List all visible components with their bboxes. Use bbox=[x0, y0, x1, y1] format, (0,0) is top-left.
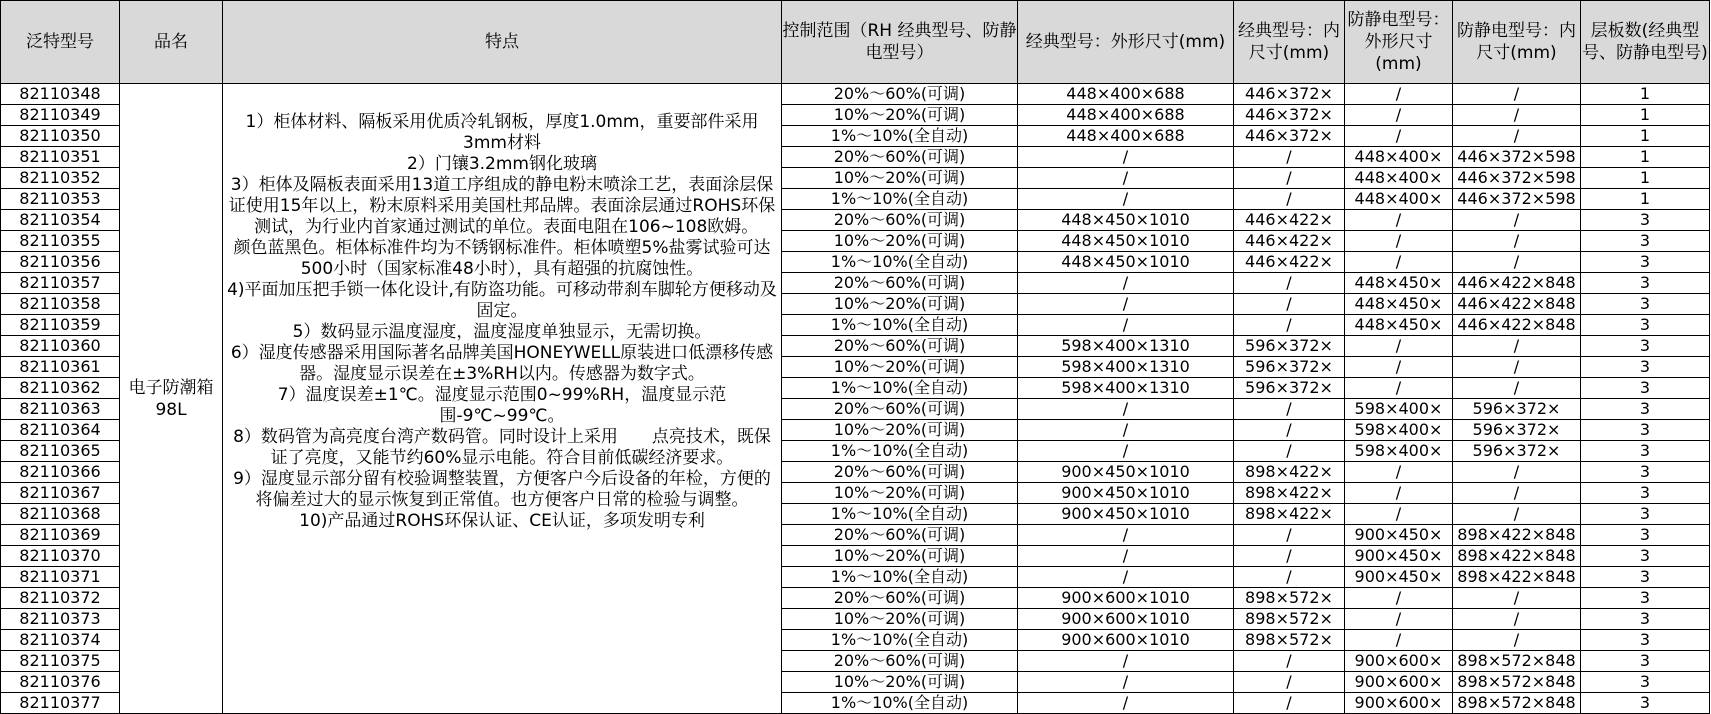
classic-outer-size-cell: 448×400×688 bbox=[1018, 84, 1234, 105]
feature-item: 7）温度误差±1℃。湿度显示范围0~99%RH，温度显示范围-9℃~99℃。 bbox=[277, 385, 727, 426]
classic-outer-size-cell: 448×400×688 bbox=[1018, 105, 1234, 126]
esd-inner-size-cell: 898×572×848 bbox=[1453, 672, 1581, 693]
header-features: 特点 bbox=[223, 1, 782, 84]
shelf-count-cell: 3 bbox=[1581, 504, 1710, 525]
model-cell: 82110352 bbox=[1, 168, 120, 189]
esd-outer-size-cell: 448×400× bbox=[1345, 147, 1453, 168]
esd-inner-size-cell: 596×372× bbox=[1453, 399, 1581, 420]
control-range-cell: 20%～60%(可调) bbox=[782, 273, 1018, 294]
classic-inner-size-cell: / bbox=[1234, 189, 1345, 210]
control-range-cell: 1%～10%(全自动) bbox=[782, 315, 1018, 336]
esd-inner-size-cell: / bbox=[1453, 483, 1581, 504]
control-range-cell: 20%～60%(可调) bbox=[782, 84, 1018, 105]
control-range-cell: 20%～60%(可调) bbox=[782, 588, 1018, 609]
model-cell: 82110374 bbox=[1, 630, 120, 651]
table-row bbox=[1, 84, 1710, 105]
control-range-cell: 20%～60%(可调) bbox=[782, 147, 1018, 168]
esd-outer-size-cell: 598×400× bbox=[1345, 441, 1453, 462]
esd-outer-size-cell: / bbox=[1345, 336, 1453, 357]
classic-inner-size-cell: / bbox=[1234, 546, 1345, 567]
classic-inner-size-cell: 446×372× bbox=[1234, 126, 1345, 147]
esd-inner-size-cell: 898×422×848 bbox=[1453, 567, 1581, 588]
shelf-count-cell: 3 bbox=[1581, 378, 1710, 399]
model-cell: 82110367 bbox=[1, 483, 120, 504]
control-range-cell: 20%～60%(可调) bbox=[782, 462, 1018, 483]
model-cell: 82110369 bbox=[1, 525, 120, 546]
shelf-count-cell: 1 bbox=[1581, 147, 1710, 168]
classic-outer-size-cell: 598×400×1310 bbox=[1018, 336, 1234, 357]
feature-item: 2）门镶3.2mm钢化玻璃 bbox=[407, 154, 597, 174]
esd-inner-size-cell: / bbox=[1453, 336, 1581, 357]
header-esd-inner-size: 防静电型号：内尺寸(mm) bbox=[1453, 1, 1581, 84]
model-cell: 82110364 bbox=[1, 420, 120, 441]
classic-inner-size-cell: 446×422× bbox=[1234, 210, 1345, 231]
control-range-cell: 1%～10%(全自动) bbox=[782, 567, 1018, 588]
classic-inner-size-cell: / bbox=[1234, 420, 1345, 441]
control-range-cell: 1%～10%(全自动) bbox=[782, 441, 1018, 462]
shelf-count-cell: 1 bbox=[1581, 168, 1710, 189]
model-cell: 82110355 bbox=[1, 231, 120, 252]
esd-inner-size-cell: / bbox=[1453, 126, 1581, 147]
model-cell: 82110368 bbox=[1, 504, 120, 525]
esd-outer-size-cell: / bbox=[1345, 126, 1453, 147]
esd-inner-size-cell: / bbox=[1453, 378, 1581, 399]
feature-item: 1）柜体材料、隔板采用优质冷轧钢板，厚度1.0mm，重要部件采用3mm材料 bbox=[245, 112, 759, 153]
shelf-count-cell: 3 bbox=[1581, 672, 1710, 693]
classic-outer-size-cell: 900×450×1010 bbox=[1018, 462, 1234, 483]
esd-outer-size-cell: / bbox=[1345, 378, 1453, 399]
control-range-cell: 10%～20%(可调) bbox=[782, 672, 1018, 693]
model-cell: 82110362 bbox=[1, 378, 120, 399]
esd-outer-size-cell: / bbox=[1345, 462, 1453, 483]
classic-outer-size-cell: / bbox=[1018, 420, 1234, 441]
esd-inner-size-cell: / bbox=[1453, 588, 1581, 609]
feature-item: 6）湿度传感器采用国际著名品牌美国HONEYWELL原装进口低漂移传感器。湿度显示误差在±3%RH以内。传感器为数字式。 bbox=[230, 343, 774, 384]
classic-outer-size-cell: 598×400×1310 bbox=[1018, 357, 1234, 378]
shelf-count-cell: 3 bbox=[1581, 609, 1710, 630]
esd-outer-size-cell: / bbox=[1345, 588, 1453, 609]
esd-inner-size-cell: 446×422×848 bbox=[1453, 315, 1581, 336]
classic-inner-size-cell: 898×572× bbox=[1234, 630, 1345, 651]
classic-outer-size-cell: / bbox=[1018, 315, 1234, 336]
esd-inner-size-cell: 446×422×848 bbox=[1453, 273, 1581, 294]
control-range-cell: 10%～20%(可调) bbox=[782, 294, 1018, 315]
esd-inner-size-cell: 446×372×598 bbox=[1453, 168, 1581, 189]
classic-inner-size-cell: 596×372× bbox=[1234, 357, 1345, 378]
feature-item: 9）湿度显示部分留有校验调整装置，方便客户今后设备的年检，方便的将偏差过大的显示恢复到正常值。也方便客户日常的检验与调整。 bbox=[233, 469, 771, 510]
shelf-count-cell: 3 bbox=[1581, 441, 1710, 462]
control-range-cell: 1%～10%(全自动) bbox=[782, 189, 1018, 210]
model-cell: 82110356 bbox=[1, 252, 120, 273]
shelf-count-cell: 1 bbox=[1581, 84, 1710, 105]
control-range-cell: 1%～10%(全自动) bbox=[782, 630, 1018, 651]
classic-inner-size-cell: 898×422× bbox=[1234, 483, 1345, 504]
classic-outer-size-cell: 900×450×1010 bbox=[1018, 504, 1234, 525]
classic-inner-size-cell: / bbox=[1234, 693, 1345, 714]
shelf-count-cell: 3 bbox=[1581, 630, 1710, 651]
header-esd-outer-size: 防静电型号：外形尺寸(mm) bbox=[1345, 1, 1453, 84]
classic-inner-size-cell: 898×422× bbox=[1234, 504, 1345, 525]
esd-outer-size-cell: / bbox=[1345, 609, 1453, 630]
classic-inner-size-cell: 446×422× bbox=[1234, 231, 1345, 252]
shelf-count-cell: 1 bbox=[1581, 189, 1710, 210]
esd-inner-size-cell: 446×372×598 bbox=[1453, 147, 1581, 168]
classic-outer-size-cell: / bbox=[1018, 672, 1234, 693]
esd-inner-size-cell: 446×372×598 bbox=[1453, 189, 1581, 210]
control-range-cell: 1%～10%(全自动) bbox=[782, 693, 1018, 714]
shelf-count-cell: 3 bbox=[1581, 651, 1710, 672]
control-range-cell: 10%～20%(可调) bbox=[782, 105, 1018, 126]
esd-inner-size-cell: 596×372× bbox=[1453, 420, 1581, 441]
esd-inner-size-cell: 898×422×848 bbox=[1453, 525, 1581, 546]
esd-outer-size-cell: / bbox=[1345, 630, 1453, 651]
shelf-count-cell: 3 bbox=[1581, 693, 1710, 714]
esd-outer-size-cell: 900×450× bbox=[1345, 546, 1453, 567]
model-cell: 82110366 bbox=[1, 462, 120, 483]
esd-outer-size-cell: / bbox=[1345, 210, 1453, 231]
model-cell: 82110370 bbox=[1, 546, 120, 567]
esd-inner-size-cell: 596×372× bbox=[1453, 441, 1581, 462]
classic-outer-size-cell: / bbox=[1018, 147, 1234, 168]
model-cell: 82110348 bbox=[1, 84, 120, 105]
classic-outer-size-cell: / bbox=[1018, 693, 1234, 714]
model-cell: 82110350 bbox=[1, 126, 120, 147]
header-row bbox=[1, 1, 1710, 84]
classic-outer-size-cell: / bbox=[1018, 273, 1234, 294]
classic-outer-size-cell: 448×400×688 bbox=[1018, 126, 1234, 147]
esd-inner-size-cell: / bbox=[1453, 462, 1581, 483]
esd-inner-size-cell: / bbox=[1453, 105, 1581, 126]
control-range-cell: 10%～20%(可调) bbox=[782, 609, 1018, 630]
shelf-count-cell: 3 bbox=[1581, 273, 1710, 294]
header-product-name: 品名 bbox=[120, 1, 223, 84]
model-cell: 82110363 bbox=[1, 399, 120, 420]
model-cell: 82110358 bbox=[1, 294, 120, 315]
model-cell: 82110375 bbox=[1, 651, 120, 672]
esd-outer-size-cell: 900×600× bbox=[1345, 672, 1453, 693]
control-range-cell: 10%～20%(可调) bbox=[782, 546, 1018, 567]
classic-inner-size-cell: 446×422× bbox=[1234, 252, 1345, 273]
shelf-count-cell: 3 bbox=[1581, 336, 1710, 357]
model-cell: 82110372 bbox=[1, 588, 120, 609]
esd-outer-size-cell: 598×400× bbox=[1345, 420, 1453, 441]
classic-inner-size-cell: 446×372× bbox=[1234, 105, 1345, 126]
model-cell: 82110349 bbox=[1, 105, 120, 126]
shelf-count-cell: 3 bbox=[1581, 252, 1710, 273]
classic-outer-size-cell: / bbox=[1018, 525, 1234, 546]
features-cell bbox=[223, 84, 886, 714]
control-range-cell: 1%～10%(全自动) bbox=[782, 378, 1018, 399]
header-classic-outer-size: 经典型号：外形尺寸(mm) bbox=[1018, 1, 1234, 84]
header-shelf-count: 层板数(经典型号、防静电型号) bbox=[1581, 1, 1710, 84]
header-model: 泛特型号 bbox=[1, 1, 120, 84]
classic-inner-size-cell: / bbox=[1234, 651, 1345, 672]
feature-item: 3）柜体及隔板表面采用13道工序组成的静电粉末喷涂工艺，表面涂层保证使用15年以上，粉末原料采用美国杜邦品牌。表面涂层通过ROHS环保测试，为行业内首家通过测试的单位。表面电阻在106~108欧姆。 颜色蓝黑色。柜体标准件均为不锈钢标准件。柜体喷塑5%盐雾试验可达500小时（国家标准48小时），具有超强的抗腐蚀性。 bbox=[228, 175, 886, 279]
classic-inner-size-cell: 898×422× bbox=[1234, 462, 1345, 483]
classic-inner-size-cell: 898×572× bbox=[1234, 609, 1345, 630]
esd-outer-size-cell: / bbox=[1345, 504, 1453, 525]
model-cell: 82110373 bbox=[1, 609, 120, 630]
classic-outer-size-cell: 598×400×1310 bbox=[1018, 378, 1234, 399]
classic-outer-size-cell: / bbox=[1018, 546, 1234, 567]
classic-inner-size-cell: 898×572× bbox=[1234, 588, 1345, 609]
control-range-cell: 1%～10%(全自动) bbox=[782, 126, 1018, 147]
classic-inner-size-cell: / bbox=[1234, 315, 1345, 336]
esd-outer-size-cell: 448×450× bbox=[1345, 294, 1453, 315]
control-range-cell: 20%～60%(可调) bbox=[782, 651, 1018, 672]
classic-outer-size-cell: 448×450×1010 bbox=[1018, 231, 1234, 252]
feature-item: 5）数码显示温度湿度，温度湿度单独显示，无需切换。 bbox=[292, 322, 712, 342]
control-range-cell: 20%～60%(可调) bbox=[782, 336, 1018, 357]
classic-outer-size-cell: 900×600×1010 bbox=[1018, 588, 1234, 609]
esd-outer-size-cell: 598×400× bbox=[1345, 399, 1453, 420]
classic-outer-size-cell: / bbox=[1018, 189, 1234, 210]
esd-inner-size-cell: / bbox=[1453, 630, 1581, 651]
shelf-count-cell: 3 bbox=[1581, 588, 1710, 609]
esd-inner-size-cell: / bbox=[1453, 252, 1581, 273]
classic-outer-size-cell: 448×450×1010 bbox=[1018, 210, 1234, 231]
model-cell: 82110376 bbox=[1, 672, 120, 693]
control-range-cell: 10%～20%(可调) bbox=[782, 483, 1018, 504]
product-name-cell: 电子防潮箱98L bbox=[120, 84, 223, 714]
esd-inner-size-cell: 898×572×848 bbox=[1453, 693, 1581, 714]
esd-outer-size-cell: 448×400× bbox=[1345, 168, 1453, 189]
esd-outer-size-cell: / bbox=[1345, 105, 1453, 126]
esd-inner-size-cell: 898×422×848 bbox=[1453, 546, 1581, 567]
esd-inner-size-cell: / bbox=[1453, 84, 1581, 105]
classic-outer-size-cell: / bbox=[1018, 441, 1234, 462]
shelf-count-cell: 3 bbox=[1581, 315, 1710, 336]
classic-inner-size-cell: 596×372× bbox=[1234, 378, 1345, 399]
model-cell: 82110359 bbox=[1, 315, 120, 336]
shelf-count-cell: 3 bbox=[1581, 294, 1710, 315]
esd-outer-size-cell: 900×600× bbox=[1345, 651, 1453, 672]
classic-outer-size-cell: 900×600×1010 bbox=[1018, 609, 1234, 630]
classic-outer-size-cell: 900×600×1010 bbox=[1018, 630, 1234, 651]
esd-outer-size-cell: 448×450× bbox=[1345, 315, 1453, 336]
model-cell: 82110357 bbox=[1, 273, 120, 294]
classic-outer-size-cell: / bbox=[1018, 399, 1234, 420]
shelf-count-cell: 3 bbox=[1581, 462, 1710, 483]
classic-inner-size-cell: / bbox=[1234, 294, 1345, 315]
control-range-cell: 1%～10%(全自动) bbox=[782, 504, 1018, 525]
control-range-cell: 10%～20%(可调) bbox=[782, 168, 1018, 189]
control-range-cell: 20%～60%(可调) bbox=[782, 399, 1018, 420]
classic-inner-size-cell: / bbox=[1234, 147, 1345, 168]
classic-inner-size-cell: / bbox=[1234, 168, 1345, 189]
esd-outer-size-cell: 900×600× bbox=[1345, 693, 1453, 714]
feature-item: 4)平面加压把手锁一体化设计,有防盗功能。可移动带刹车脚轮方便移动及固定。 bbox=[227, 280, 777, 321]
shelf-count-cell: 3 bbox=[1581, 357, 1710, 378]
classic-inner-size-cell: / bbox=[1234, 567, 1345, 588]
shelf-count-cell: 3 bbox=[1581, 483, 1710, 504]
classic-inner-size-cell: 446×372× bbox=[1234, 84, 1345, 105]
model-cell: 82110353 bbox=[1, 189, 120, 210]
shelf-count-cell: 3 bbox=[1581, 567, 1710, 588]
table-body bbox=[1, 84, 1710, 714]
esd-outer-size-cell: 900×450× bbox=[1345, 567, 1453, 588]
esd-outer-size-cell: / bbox=[1345, 252, 1453, 273]
esd-outer-size-cell: / bbox=[1345, 357, 1453, 378]
classic-outer-size-cell: 900×450×1010 bbox=[1018, 483, 1234, 504]
shelf-count-cell: 3 bbox=[1581, 420, 1710, 441]
control-range-cell: 10%～20%(可调) bbox=[782, 231, 1018, 252]
esd-outer-size-cell: / bbox=[1345, 84, 1453, 105]
esd-inner-size-cell: / bbox=[1453, 231, 1581, 252]
shelf-count-cell: 1 bbox=[1581, 105, 1710, 126]
classic-outer-size-cell: / bbox=[1018, 651, 1234, 672]
control-range-cell: 10%～20%(可调) bbox=[782, 357, 1018, 378]
control-range-cell: 10%～20%(可调) bbox=[782, 420, 1018, 441]
shelf-count-cell: 1 bbox=[1581, 126, 1710, 147]
shelf-count-cell: 3 bbox=[1581, 210, 1710, 231]
esd-outer-size-cell: 900×450× bbox=[1345, 525, 1453, 546]
esd-inner-size-cell: 898×572×848 bbox=[1453, 651, 1581, 672]
classic-inner-size-cell: / bbox=[1234, 441, 1345, 462]
model-cell: 82110354 bbox=[1, 210, 120, 231]
control-range-cell: 1%～10%(全自动) bbox=[782, 252, 1018, 273]
classic-outer-size-cell: / bbox=[1018, 567, 1234, 588]
esd-inner-size-cell: / bbox=[1453, 609, 1581, 630]
classic-inner-size-cell: / bbox=[1234, 672, 1345, 693]
control-range-cell: 20%～60%(可调) bbox=[782, 210, 1018, 231]
esd-outer-size-cell: 448×400× bbox=[1345, 189, 1453, 210]
classic-inner-size-cell: / bbox=[1234, 273, 1345, 294]
esd-inner-size-cell: / bbox=[1453, 504, 1581, 525]
esd-outer-size-cell: / bbox=[1345, 483, 1453, 504]
model-cell: 82110365 bbox=[1, 441, 120, 462]
model-cell: 82110377 bbox=[1, 693, 120, 714]
esd-inner-size-cell: / bbox=[1453, 357, 1581, 378]
header-classic-inner-size: 经典型号：内尺寸(mm) bbox=[1234, 1, 1345, 84]
classic-outer-size-cell: / bbox=[1018, 168, 1234, 189]
esd-outer-size-cell: 448×450× bbox=[1345, 273, 1453, 294]
classic-outer-size-cell: 448×450×1010 bbox=[1018, 252, 1234, 273]
shelf-count-cell: 3 bbox=[1581, 546, 1710, 567]
classic-inner-size-cell: 596×372× bbox=[1234, 336, 1345, 357]
shelf-count-cell: 3 bbox=[1581, 399, 1710, 420]
esd-outer-size-cell: / bbox=[1345, 231, 1453, 252]
model-cell: 82110371 bbox=[1, 567, 120, 588]
feature-item: 10)产品通过ROHS环保认证、CE认证，多项发明专利 bbox=[299, 511, 705, 531]
esd-inner-size-cell: 446×422×848 bbox=[1453, 294, 1581, 315]
feature-item: 8）数码管为高亮度台湾产数码管。同时设计上采用 点亮技术，既保证了亮度，又能节约60%显示电能。符合目前低碳经济要求。 bbox=[233, 427, 771, 468]
shelf-count-cell: 3 bbox=[1581, 525, 1710, 546]
esd-inner-size-cell: / bbox=[1453, 210, 1581, 231]
classic-outer-size-cell: / bbox=[1018, 294, 1234, 315]
shelf-count-cell: 3 bbox=[1581, 231, 1710, 252]
classic-inner-size-cell: / bbox=[1234, 399, 1345, 420]
header-control-range: 控制范围（RH 经典型号、防静电型号） bbox=[782, 1, 1018, 84]
model-cell: 82110351 bbox=[1, 147, 120, 168]
control-range-cell: 20%～60%(可调) bbox=[782, 525, 1018, 546]
model-cell: 82110360 bbox=[1, 336, 120, 357]
classic-inner-size-cell: / bbox=[1234, 525, 1345, 546]
model-cell: 82110361 bbox=[1, 357, 120, 378]
